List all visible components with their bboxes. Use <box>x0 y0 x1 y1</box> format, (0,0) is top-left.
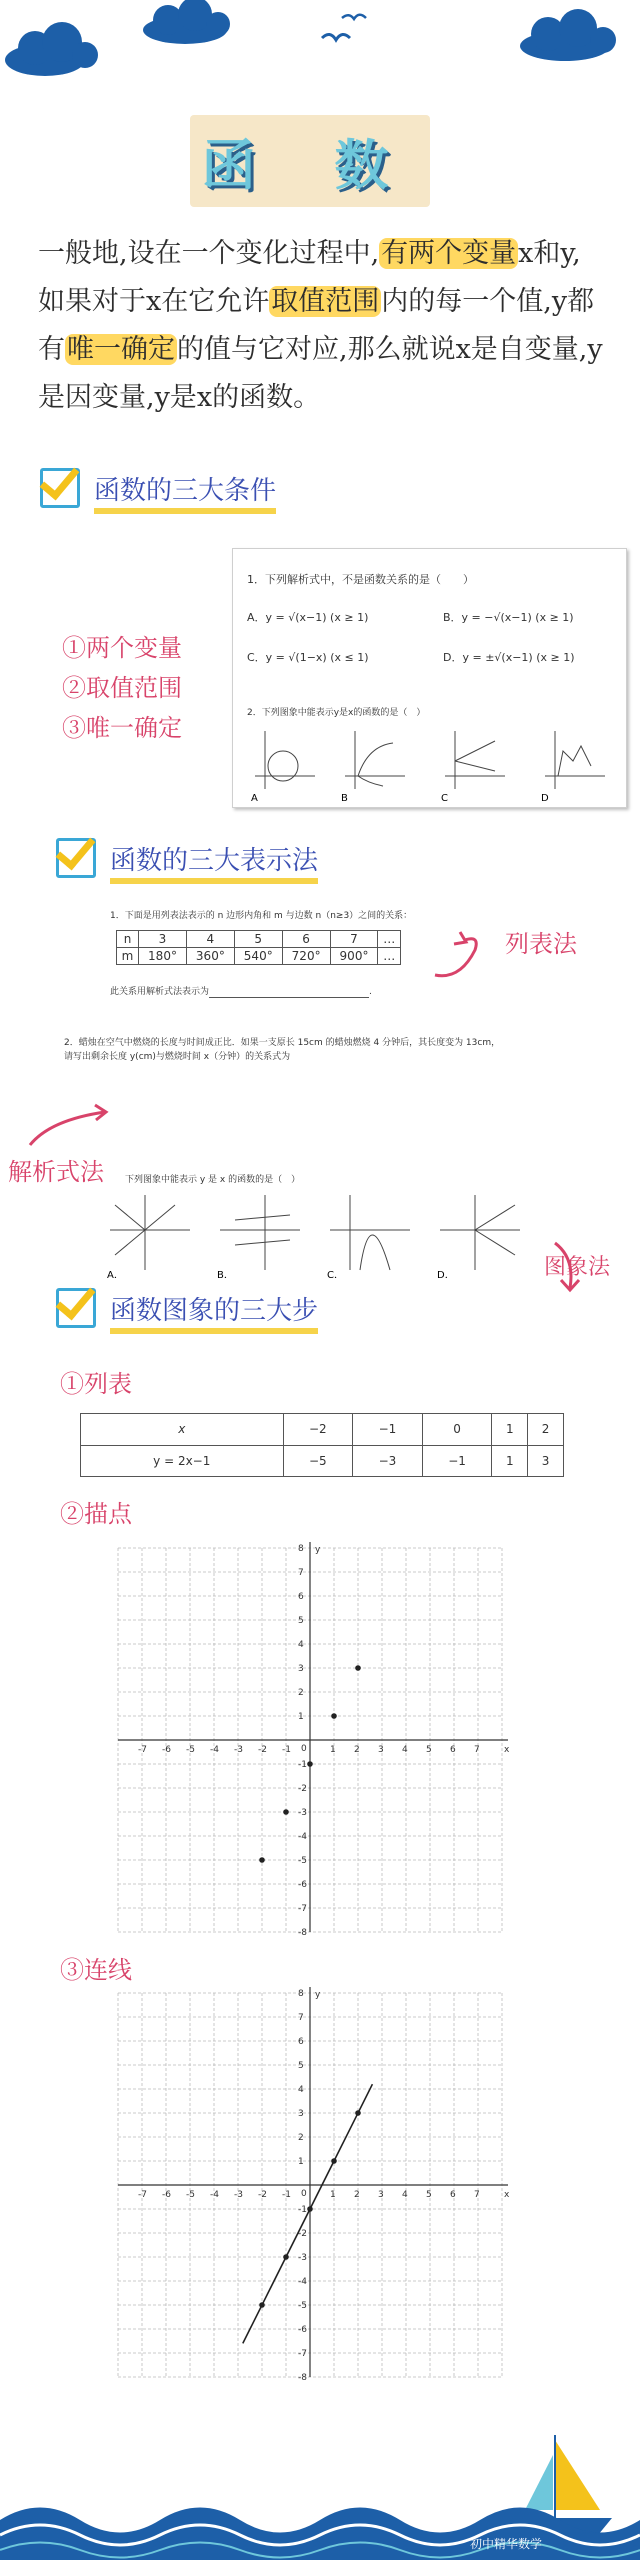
y-tick-label: 8 <box>298 1544 304 1554</box>
y-tick-label: 2 <box>298 1688 304 1698</box>
bird-icon <box>322 34 350 40</box>
table-cell: 1 <box>492 1414 528 1446</box>
y-tick-label: 1 <box>298 2157 304 2167</box>
footer-decoration <box>0 2400 640 2560</box>
x-tick-label: -6 <box>162 2190 171 2200</box>
arrow-icon <box>430 920 500 990</box>
y-tick-label: 8 <box>298 1989 304 1999</box>
plot-line-graph <box>110 1985 510 2390</box>
x-tick-label: 4 <box>402 1745 408 1755</box>
x-tick-label: -3 <box>234 2190 243 2200</box>
section1-header <box>40 468 276 508</box>
x-tick-label: 3 <box>378 2190 384 2200</box>
y-tick-label: -3 <box>298 1808 307 1818</box>
table-cell: 3 <box>528 1445 564 1477</box>
data-point <box>283 1809 289 1815</box>
option-b: B．y = −√(x−1) (x ≥ 1) <box>443 611 574 624</box>
data-point <box>355 2110 361 2116</box>
table-cell: 0 <box>422 1414 492 1446</box>
y-tick-label: -2 <box>298 1784 307 1794</box>
highlight-unique: 唯一确定 <box>67 334 175 365</box>
graph-label: B． <box>217 1270 234 1280</box>
data-point <box>331 2158 337 2164</box>
x-tick-label: 5 <box>426 2190 432 2200</box>
graph-label: D． <box>437 1270 455 1280</box>
table-cell: 5 <box>234 931 282 948</box>
highlight-value-range: 取值范围 <box>271 286 380 317</box>
question-text: 1．下列解析式中，不是函数关系的是（ ） <box>247 573 474 586</box>
table-cell: −1 <box>422 1445 492 1477</box>
y-tick-label: -1 <box>298 2205 307 2215</box>
option-c: C．y = √(1−x) (x ≤ 1) <box>247 651 369 664</box>
x-tick-label: -4 <box>210 2190 219 2200</box>
section1-title: 函数的三大条件 <box>94 476 276 514</box>
graph-option-d <box>440 1195 520 1270</box>
y-tick-label: -8 <box>298 1928 307 1938</box>
x-axis-label: x <box>504 2190 510 2200</box>
table-cell: −1 <box>353 1414 423 1446</box>
table-cell: 720° <box>282 948 330 965</box>
x-tick-label: -5 <box>186 1745 195 1755</box>
graph-label: B <box>341 793 348 804</box>
x-tick-label: -1 <box>282 1745 291 1755</box>
data-point <box>259 2302 265 2308</box>
graph-option-c <box>330 1195 410 1270</box>
table-cell: 6 <box>282 931 330 948</box>
question-text: 此关系用解析式法表示为 <box>110 987 210 997</box>
x-tick-label: -4 <box>210 1745 219 1755</box>
y-tick-label: 6 <box>298 1592 304 1602</box>
y-tick-label: -5 <box>298 1856 307 1866</box>
top-decoration <box>0 0 640 90</box>
data-point <box>307 1761 313 1767</box>
y-tick-label: 2 <box>298 2133 304 2143</box>
table-cell: 4 <box>186 931 234 948</box>
table-row <box>117 931 401 948</box>
section2-header <box>56 838 318 878</box>
option-a: A．y = √(x−1) (x ≥ 1) <box>247 611 369 624</box>
y-tick-label: 4 <box>298 2085 304 2095</box>
x-tick-label: -2 <box>258 2190 267 2200</box>
x-tick-label: 2 <box>354 1745 360 1755</box>
intro-paragraph <box>38 230 604 422</box>
graph-label: C <box>441 793 448 804</box>
data-point <box>283 2254 289 2260</box>
bird-icon <box>342 15 366 19</box>
graph-c <box>445 731 505 789</box>
data-point <box>355 1665 361 1671</box>
table-cell: 900° <box>330 948 378 965</box>
y-tick-label: -7 <box>298 1904 307 1914</box>
y-tick-label: 3 <box>298 2109 304 2119</box>
graph-option-b <box>220 1195 300 1270</box>
section3-title: 函数图象的三大步 <box>110 1296 318 1334</box>
step1-label: ①列表 <box>60 1370 132 1398</box>
table-cell: 3 <box>139 931 187 948</box>
checkbox-icon <box>56 1288 96 1328</box>
table-row <box>81 1414 564 1446</box>
intro-text: 的值与它对应,那么就说x是自变量,y是因变量,y是x的函数。 <box>38 334 603 413</box>
table-cell: … <box>378 948 401 965</box>
value-table <box>80 1413 564 1477</box>
y-tick-label: -6 <box>298 1880 307 1890</box>
section2-title: 函数的三大表示法 <box>110 846 318 884</box>
graph-option-a <box>110 1195 190 1270</box>
condition-item: ③唯一确定 <box>62 714 182 742</box>
data-point <box>307 2206 313 2212</box>
intro-text: 内的每一个值,y都有 <box>38 286 595 365</box>
x-tick-label: 1 <box>330 1745 336 1755</box>
graph-label: A <box>251 793 258 804</box>
table-cell: 1 <box>492 1445 528 1477</box>
label-list-method: 列表法 <box>505 930 577 958</box>
y-tick-label: -3 <box>298 2253 307 2263</box>
graph-label: A． <box>107 1270 124 1280</box>
y-tick-label: 5 <box>298 1616 304 1626</box>
y-tick-label: -4 <box>298 1832 307 1842</box>
intro-text: 一般地,设在一个变化过程中, <box>38 238 380 269</box>
x-tick-label: -6 <box>162 1745 171 1755</box>
graph-method-question: 下列图象中能表示 y 是 x 的函数的是（ ） <box>125 1175 301 1185</box>
y-tick-label: 6 <box>298 2037 304 2047</box>
table-cell: x <box>81 1414 284 1446</box>
arrow-icon <box>10 1100 120 1150</box>
graph-label: D <box>541 793 549 804</box>
question-card-1 <box>232 548 627 808</box>
x-tick-label: 6 <box>450 2190 456 2200</box>
list-method-question: 1．下面是用列表法表示的 n 边形内角和 m 与边数 n（n≥3）之间的关系： <box>110 911 413 921</box>
table-cell: m <box>117 948 139 965</box>
table-row <box>81 1445 564 1477</box>
y-tick-label: 3 <box>298 1664 304 1674</box>
graph-method-options <box>105 1190 545 1280</box>
table-row <box>117 948 401 965</box>
y-axis-label: y <box>315 1545 321 1555</box>
cloud-right-icon <box>520 9 616 61</box>
x-tick-label: -1 <box>282 2190 291 2200</box>
table-cell: −2 <box>283 1414 353 1446</box>
y-tick-label: -2 <box>298 2229 307 2239</box>
plot-points-graph <box>110 1540 510 1945</box>
table-cell: n <box>117 931 139 948</box>
option-d: D．y = ±√(x−1) (x ≥ 1) <box>443 651 575 664</box>
table-cell: −5 <box>283 1445 353 1477</box>
x-tick-label: 6 <box>450 1745 456 1755</box>
x-axis-label: x <box>504 1745 510 1755</box>
y-tick-label: -8 <box>298 2373 307 2383</box>
conditions-list <box>62 628 182 748</box>
x-tick-label: -3 <box>234 1745 243 1755</box>
x-tick-label: 1 <box>330 2190 336 2200</box>
y-axis-label: y <box>315 1990 321 2000</box>
graph-a <box>255 731 315 789</box>
y-tick-label: -4 <box>298 2277 307 2287</box>
table-cell: 2 <box>528 1414 564 1446</box>
intro-text: x和y,如果对于x在它允许 <box>38 238 581 317</box>
table-cell: 540° <box>234 948 282 965</box>
y-tick-label: -6 <box>298 2325 307 2335</box>
y-tick-label: -5 <box>298 2301 307 2311</box>
x-tick-label: 4 <box>402 2190 408 2200</box>
table-cell: −3 <box>353 1445 423 1477</box>
x-tick-label: 3 <box>378 1745 384 1755</box>
origin-label: 0 <box>301 2189 307 2199</box>
y-tick-label: 1 <box>298 1712 304 1722</box>
checkbox-icon <box>40 468 80 508</box>
table-cell: y = 2x−1 <box>81 1445 284 1477</box>
y-tick-label: -7 <box>298 2349 307 2359</box>
cloud-left-icon <box>5 22 98 76</box>
y-tick-label: 7 <box>298 1568 304 1578</box>
y-tick-label: 5 <box>298 2061 304 2071</box>
section3-header <box>56 1288 318 1328</box>
formula-method-question: 2．蜡烛在空气中燃烧的长度与时间成正比．如果一支原长 15cm 的蜡烛燃烧 4 分钟后，其长度变为 13cm，请写出剩余长度 y(cm)与燃烧时间 x（分钟）的关系式为 <box>64 1038 501 1062</box>
highlight-two-variables: 有两个变量 <box>381 238 517 269</box>
label-formula-method: 解析式法 <box>8 1158 104 1186</box>
q2-graphs <box>233 721 626 807</box>
title-banner <box>190 115 430 207</box>
page-title: 函 数 <box>201 132 419 197</box>
table-cell: 180° <box>139 948 187 965</box>
graph-b <box>345 731 405 789</box>
table-cell: 7 <box>330 931 378 948</box>
graph-d <box>545 731 605 789</box>
checkbox-icon <box>56 838 96 878</box>
x-tick-label: -7 <box>138 1745 147 1755</box>
y-tick-label: 4 <box>298 1640 304 1650</box>
condition-item: ②取值范围 <box>62 674 182 702</box>
label-graph-method: 图象法 <box>544 1255 611 1280</box>
x-tick-label: 5 <box>426 1745 432 1755</box>
x-tick-label: -2 <box>258 1745 267 1755</box>
table-cell: 360° <box>186 948 234 965</box>
x-tick-label: 7 <box>474 2190 480 2200</box>
x-tick-label: 2 <box>354 2190 360 2200</box>
condition-item: ①两个变量 <box>62 634 182 662</box>
list-method-table <box>116 930 401 965</box>
watermark: 初中精华数学 <box>470 2537 543 2551</box>
cloud-middle-icon <box>143 0 230 44</box>
y-tick-label: 7 <box>298 2013 304 2023</box>
graph-label: C． <box>327 1270 344 1280</box>
step3-label: ③连线 <box>60 1956 132 1984</box>
x-tick-label: -7 <box>138 2190 147 2200</box>
data-point <box>331 1713 337 1719</box>
x-tick-label: 7 <box>474 1745 480 1755</box>
table-cell: … <box>378 931 401 948</box>
step2-label: ②描点 <box>60 1500 132 1528</box>
origin-label: 0 <box>301 1744 307 1754</box>
data-point <box>259 1857 265 1863</box>
y-tick-label: -1 <box>298 1760 307 1770</box>
x-tick-label: -5 <box>186 2190 195 2200</box>
question-text: 2．下列图象中能表示y是x的函数的是（ ） <box>247 708 426 718</box>
